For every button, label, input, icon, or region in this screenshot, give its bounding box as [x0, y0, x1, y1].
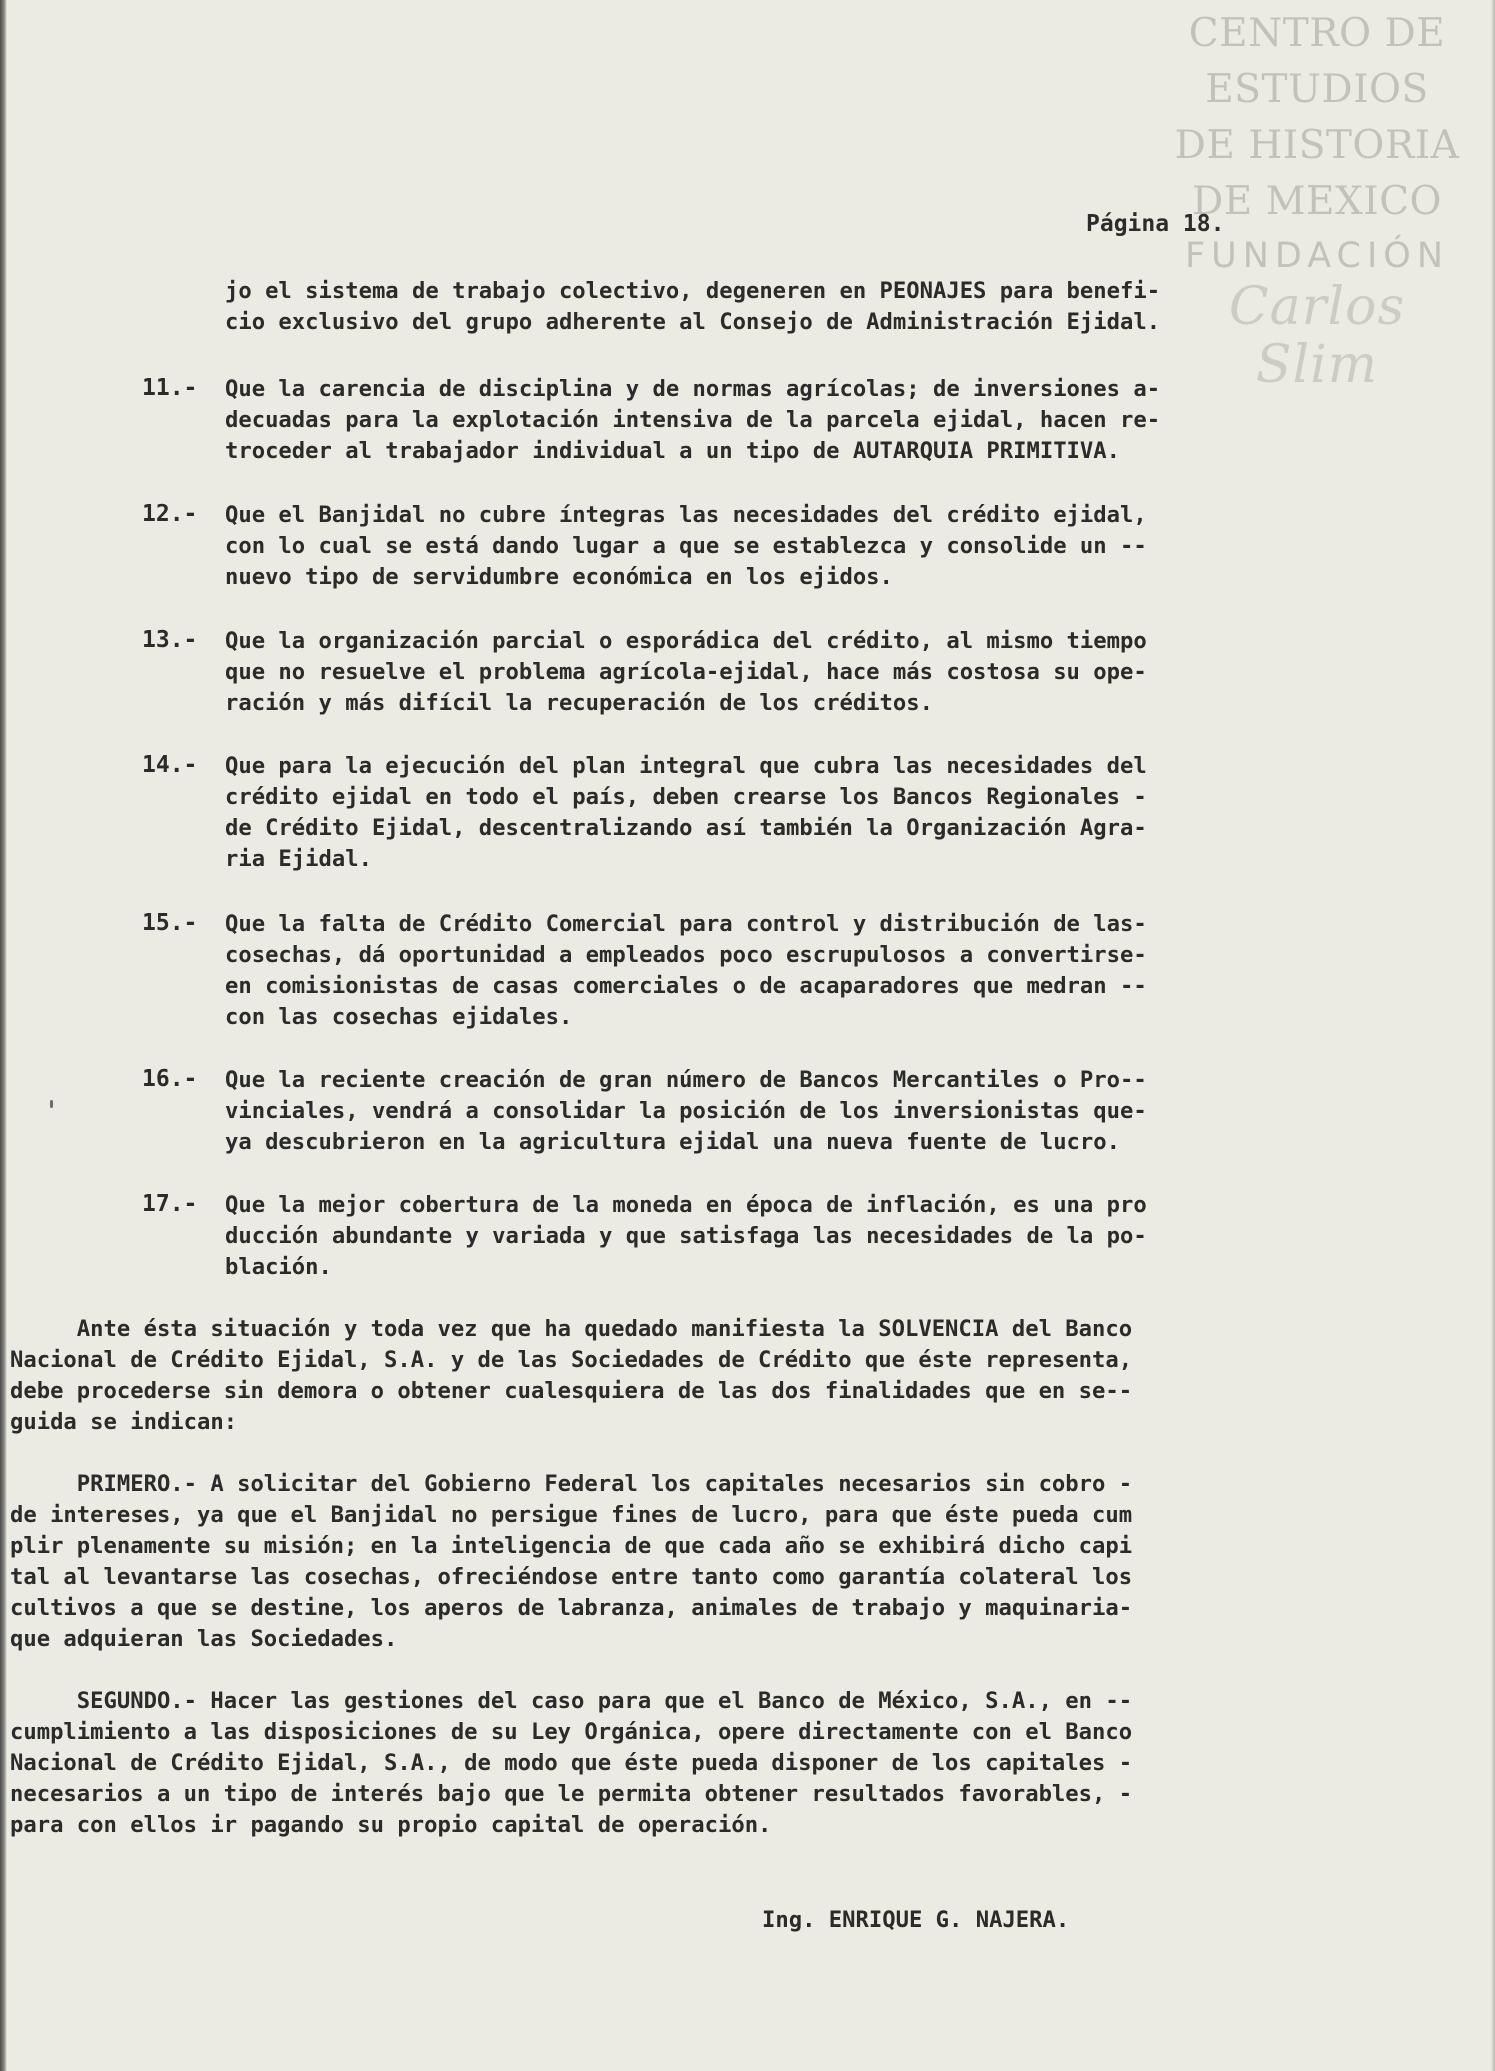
watermark-line: ESTUDIOS — [1205, 67, 1429, 112]
item-number: 15.- — [142, 910, 198, 936]
watermark-line: CENTRO DE — [1188, 11, 1446, 56]
segundo-line: para con ellos ir pagando su propio capital de operación. — [10, 1812, 772, 1838]
segundo-line: cumplimiento a las disposiciones de su Ley Orgánica, opere directamente con el Banco — [10, 1719, 1133, 1745]
item-line: Que la organización parcial o esporádica del crédito, al mismo tiempo — [225, 628, 1147, 654]
signature: Ing. ENRIQUE G. NAJERA. — [762, 1907, 1070, 1933]
item-line: Que la falta de Crédito Comercial para control y distribución de las- — [225, 911, 1147, 937]
item-line: de Crédito Ejidal, descentralizando así también la Organización Agra- — [225, 815, 1147, 841]
item-line: troceder al trabajador individual a un tipo de AUTARQUIA PRIMITIVA. — [225, 438, 1120, 464]
item-line: Que la mejor cobertura de la moneda en época de inflación, es una pro — [225, 1192, 1147, 1218]
item-line: ración y más difícil la recuperación de los créditos. — [225, 690, 933, 716]
item-line: en comisionistas de casas comerciales o de acaparadores que medran -- — [225, 973, 1147, 999]
closing-line: Nacional de Crédito Ejidal, S.A. y de las Sociedades de Crédito que éste representa, — [10, 1347, 1133, 1373]
watermark-line: DE HISTORIA — [1174, 123, 1460, 168]
item-line: ya descubrieron en la agricultura ejidal una nueva fuente de lucro. — [225, 1129, 1120, 1155]
item-line: Que la carencia de disciplina y de normas agrícolas; de inversiones a- — [225, 376, 1161, 402]
item-line: con las cosechas ejidales. — [225, 1004, 573, 1030]
watermark-foundation: FUNDACIÓN — [1184, 236, 1450, 276]
item-number: 11.- — [142, 375, 198, 401]
item-line: cosechas, dá oportunidad a empleados poco escrupulosos a convertirse- — [225, 942, 1147, 968]
item-line: con lo cual se está dando lugar a que se establezca y consolide un -- — [225, 533, 1147, 559]
watermark-line: DE MEXICO — [1191, 179, 1443, 224]
item-number: 13.- — [142, 627, 198, 653]
item-line: nuevo tipo de servidumbre económica en los ejidos. — [225, 564, 893, 590]
intro-line: cio exclusivo del grupo adherente al Consejo de Administración Ejidal. — [225, 309, 1161, 335]
segundo-line: necesarios a un tipo de interés bajo que le permita obtener resultados favorables, - — [10, 1781, 1133, 1807]
item-line: Que para la ejecución del plan integral que cubra las necesidades del — [225, 753, 1147, 779]
item-number: 16.- — [142, 1066, 198, 1092]
scan-left-edge — [0, 0, 7, 2071]
item-line: Que la reciente creación de gran número de Bancos Mercantiles o Pro-- — [225, 1067, 1147, 1093]
item-line: blación. — [225, 1254, 332, 1280]
item-line: que no resuelve el problema agrícola-ejidal, hace más costosa su ope- — [225, 659, 1147, 685]
primero-line: tal al levantarse las cosechas, ofreciéndose entre tanto como garantía colateral los — [10, 1564, 1133, 1590]
primero-line: PRIMERO.- A solicitar del Gobierno Federal los capitales necesarios sin cobro - — [10, 1471, 1133, 1497]
closing-line: Ante ésta situación y toda vez que ha quedado manifiesta la SOLVENCIA del Banco — [10, 1316, 1133, 1342]
item-line: ria Ejidal. — [225, 846, 372, 872]
page-number: Página 18. — [1086, 211, 1225, 237]
scan-right-edge — [1491, 0, 1495, 2071]
closing-line: debe procederse sin demora o obtener cualesquiera de las dos finalidades que en se-- — [10, 1378, 1133, 1404]
primero-line: plir plenamente su misión; en la inteligencia de que cada año se exhibirá dicho capi — [10, 1533, 1133, 1559]
intro-line: jo el sistema de trabajo colectivo, degeneren en PEONAJES para benefi- — [225, 278, 1161, 304]
primero-line: de intereses, ya que el Banjidal no persigue fines de lucro, para que éste pueda cum — [10, 1502, 1133, 1528]
item-number: 12.- — [142, 501, 198, 527]
item-line: Que el Banjidal no cubre íntegras las necesidades del crédito ejidal, — [225, 502, 1147, 528]
segundo-line: Nacional de Crédito Ejidal, S.A., de modo que éste pueda disponer de los capitales - — [10, 1750, 1133, 1776]
item-line: decuadas para la explotación intensiva de la parcela ejidal, hacen re- — [225, 407, 1161, 433]
item-line: ducción abundante y variada y que satisfaga las necesidades de la po- — [225, 1223, 1147, 1249]
closing-line: guida se indican: — [10, 1409, 238, 1435]
watermark-signature: Carlos Slim — [1228, 277, 1406, 395]
item-line: crédito ejidal en todo el país, deben crearse los Bancos Regionales - — [225, 784, 1147, 810]
segundo-line: SEGUNDO.- Hacer las gestiones del caso para que el Banco de México, S.A., en -- — [10, 1688, 1133, 1714]
primero-line: que adquieran las Sociedades. — [10, 1626, 398, 1652]
item-number: 17.- — [142, 1191, 198, 1217]
primero-line: cultivos a que se destine, los aperos de labranza, animales de trabajo y maquinaria- — [10, 1595, 1133, 1621]
scan-speck — [50, 1100, 53, 1108]
item-line: vinciales, vendrá a consolidar la posición de los inversionistas que- — [225, 1098, 1147, 1124]
item-number: 14.- — [142, 752, 198, 778]
archive-watermark — [1167, 6, 1467, 394]
